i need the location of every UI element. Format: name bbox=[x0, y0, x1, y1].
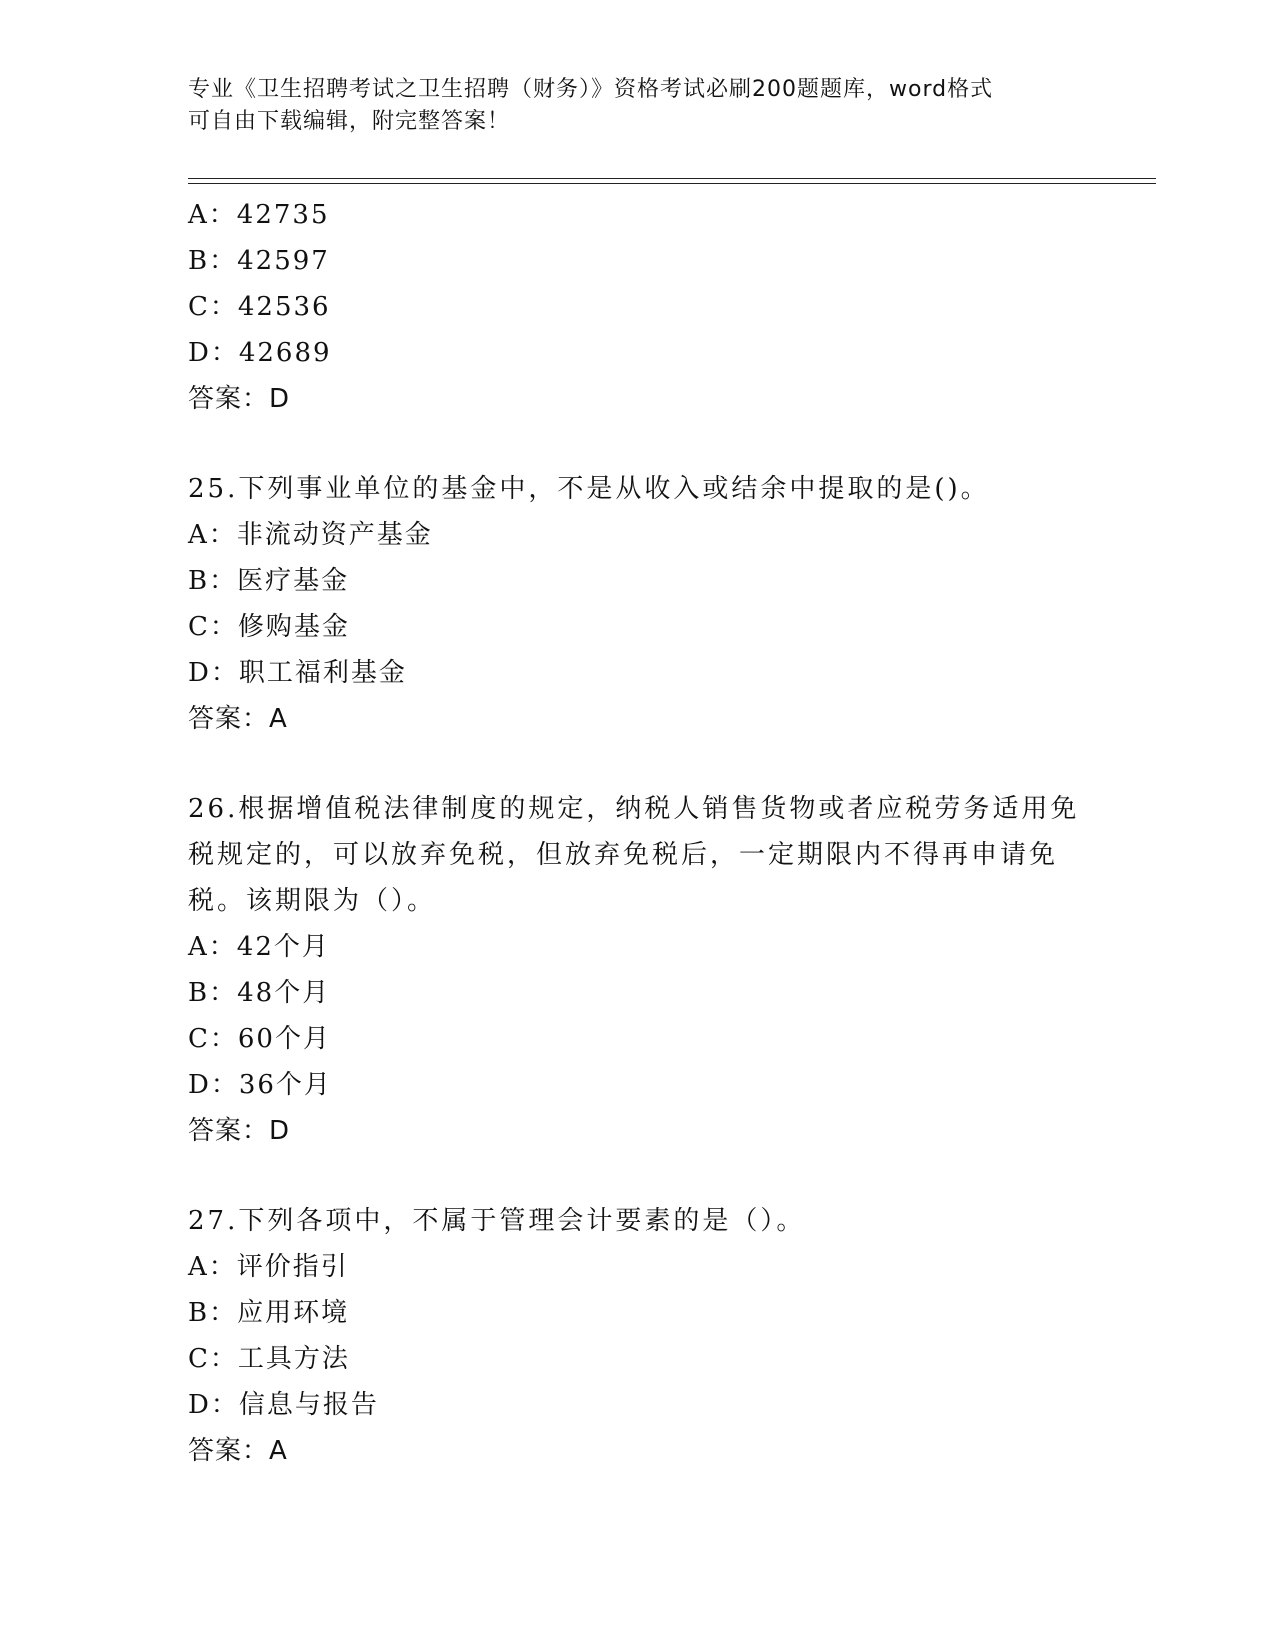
header-line-1: 专业《卫生招聘考试之卫生招聘（财务）》资格考试必刷200题题库，word格式 bbox=[188, 77, 994, 102]
option-b: B：医疗基金 bbox=[188, 566, 350, 596]
question-list bbox=[188, 192, 1088, 1474]
option-a: A：42个月 bbox=[188, 932, 330, 962]
question-text bbox=[188, 1198, 1088, 1244]
option-a: A：非流动资产基金 bbox=[188, 520, 433, 550]
option-b: B：42597 bbox=[188, 246, 330, 276]
answer: 答案：D bbox=[188, 384, 291, 414]
question-text-line: 25.下列事业单位的基金中，不是从收入或结余中提取的是()。 bbox=[188, 474, 990, 504]
answer: 答案：D bbox=[188, 1116, 291, 1146]
question-text bbox=[188, 786, 1088, 924]
option-d: D：信息与报告 bbox=[188, 1390, 379, 1420]
question-25 bbox=[188, 466, 1088, 742]
question-27 bbox=[188, 1198, 1088, 1474]
question-text-line: 27.下列各项中，不属于管理会计要素的是（）。 bbox=[188, 1206, 806, 1236]
option-d: D：36个月 bbox=[188, 1070, 332, 1100]
question-text bbox=[188, 466, 1088, 512]
spacer bbox=[188, 422, 1088, 466]
option-a: A：评价指引 bbox=[188, 1252, 349, 1282]
option-d: D：42689 bbox=[188, 338, 332, 368]
question-text-line: 税规定的，可以放弃免税，但放弃免税后，一定期限内不得再申请免 bbox=[188, 840, 1059, 870]
option-b: B：应用环境 bbox=[188, 1298, 350, 1328]
question-24-continued bbox=[188, 192, 1088, 422]
option-d: D：职工福利基金 bbox=[188, 658, 407, 688]
answer: 答案：A bbox=[188, 1436, 288, 1466]
option-c: C：42536 bbox=[188, 292, 331, 322]
header-rule-top bbox=[188, 178, 1156, 179]
header-line-2: 可自由下载编辑，附完整答案！ bbox=[188, 109, 511, 134]
option-c: C：60个月 bbox=[188, 1024, 331, 1054]
option-b: B：48个月 bbox=[188, 978, 331, 1008]
option-c: C：工具方法 bbox=[188, 1344, 350, 1374]
question-text-line: 税。该期限为（）。 bbox=[188, 886, 437, 916]
spacer bbox=[188, 742, 1088, 786]
option-c: C：修购基金 bbox=[188, 612, 350, 642]
question-26 bbox=[188, 786, 1088, 1154]
document-header bbox=[188, 74, 1088, 138]
option-a: A：42735 bbox=[188, 200, 330, 230]
header-rule-bottom bbox=[188, 183, 1156, 184]
answer: 答案：A bbox=[188, 704, 288, 734]
question-text-line: 26.根据增值税法律制度的规定，纳税人销售货物或者应税劳务适用免 bbox=[188, 794, 1080, 824]
spacer bbox=[188, 1154, 1088, 1198]
